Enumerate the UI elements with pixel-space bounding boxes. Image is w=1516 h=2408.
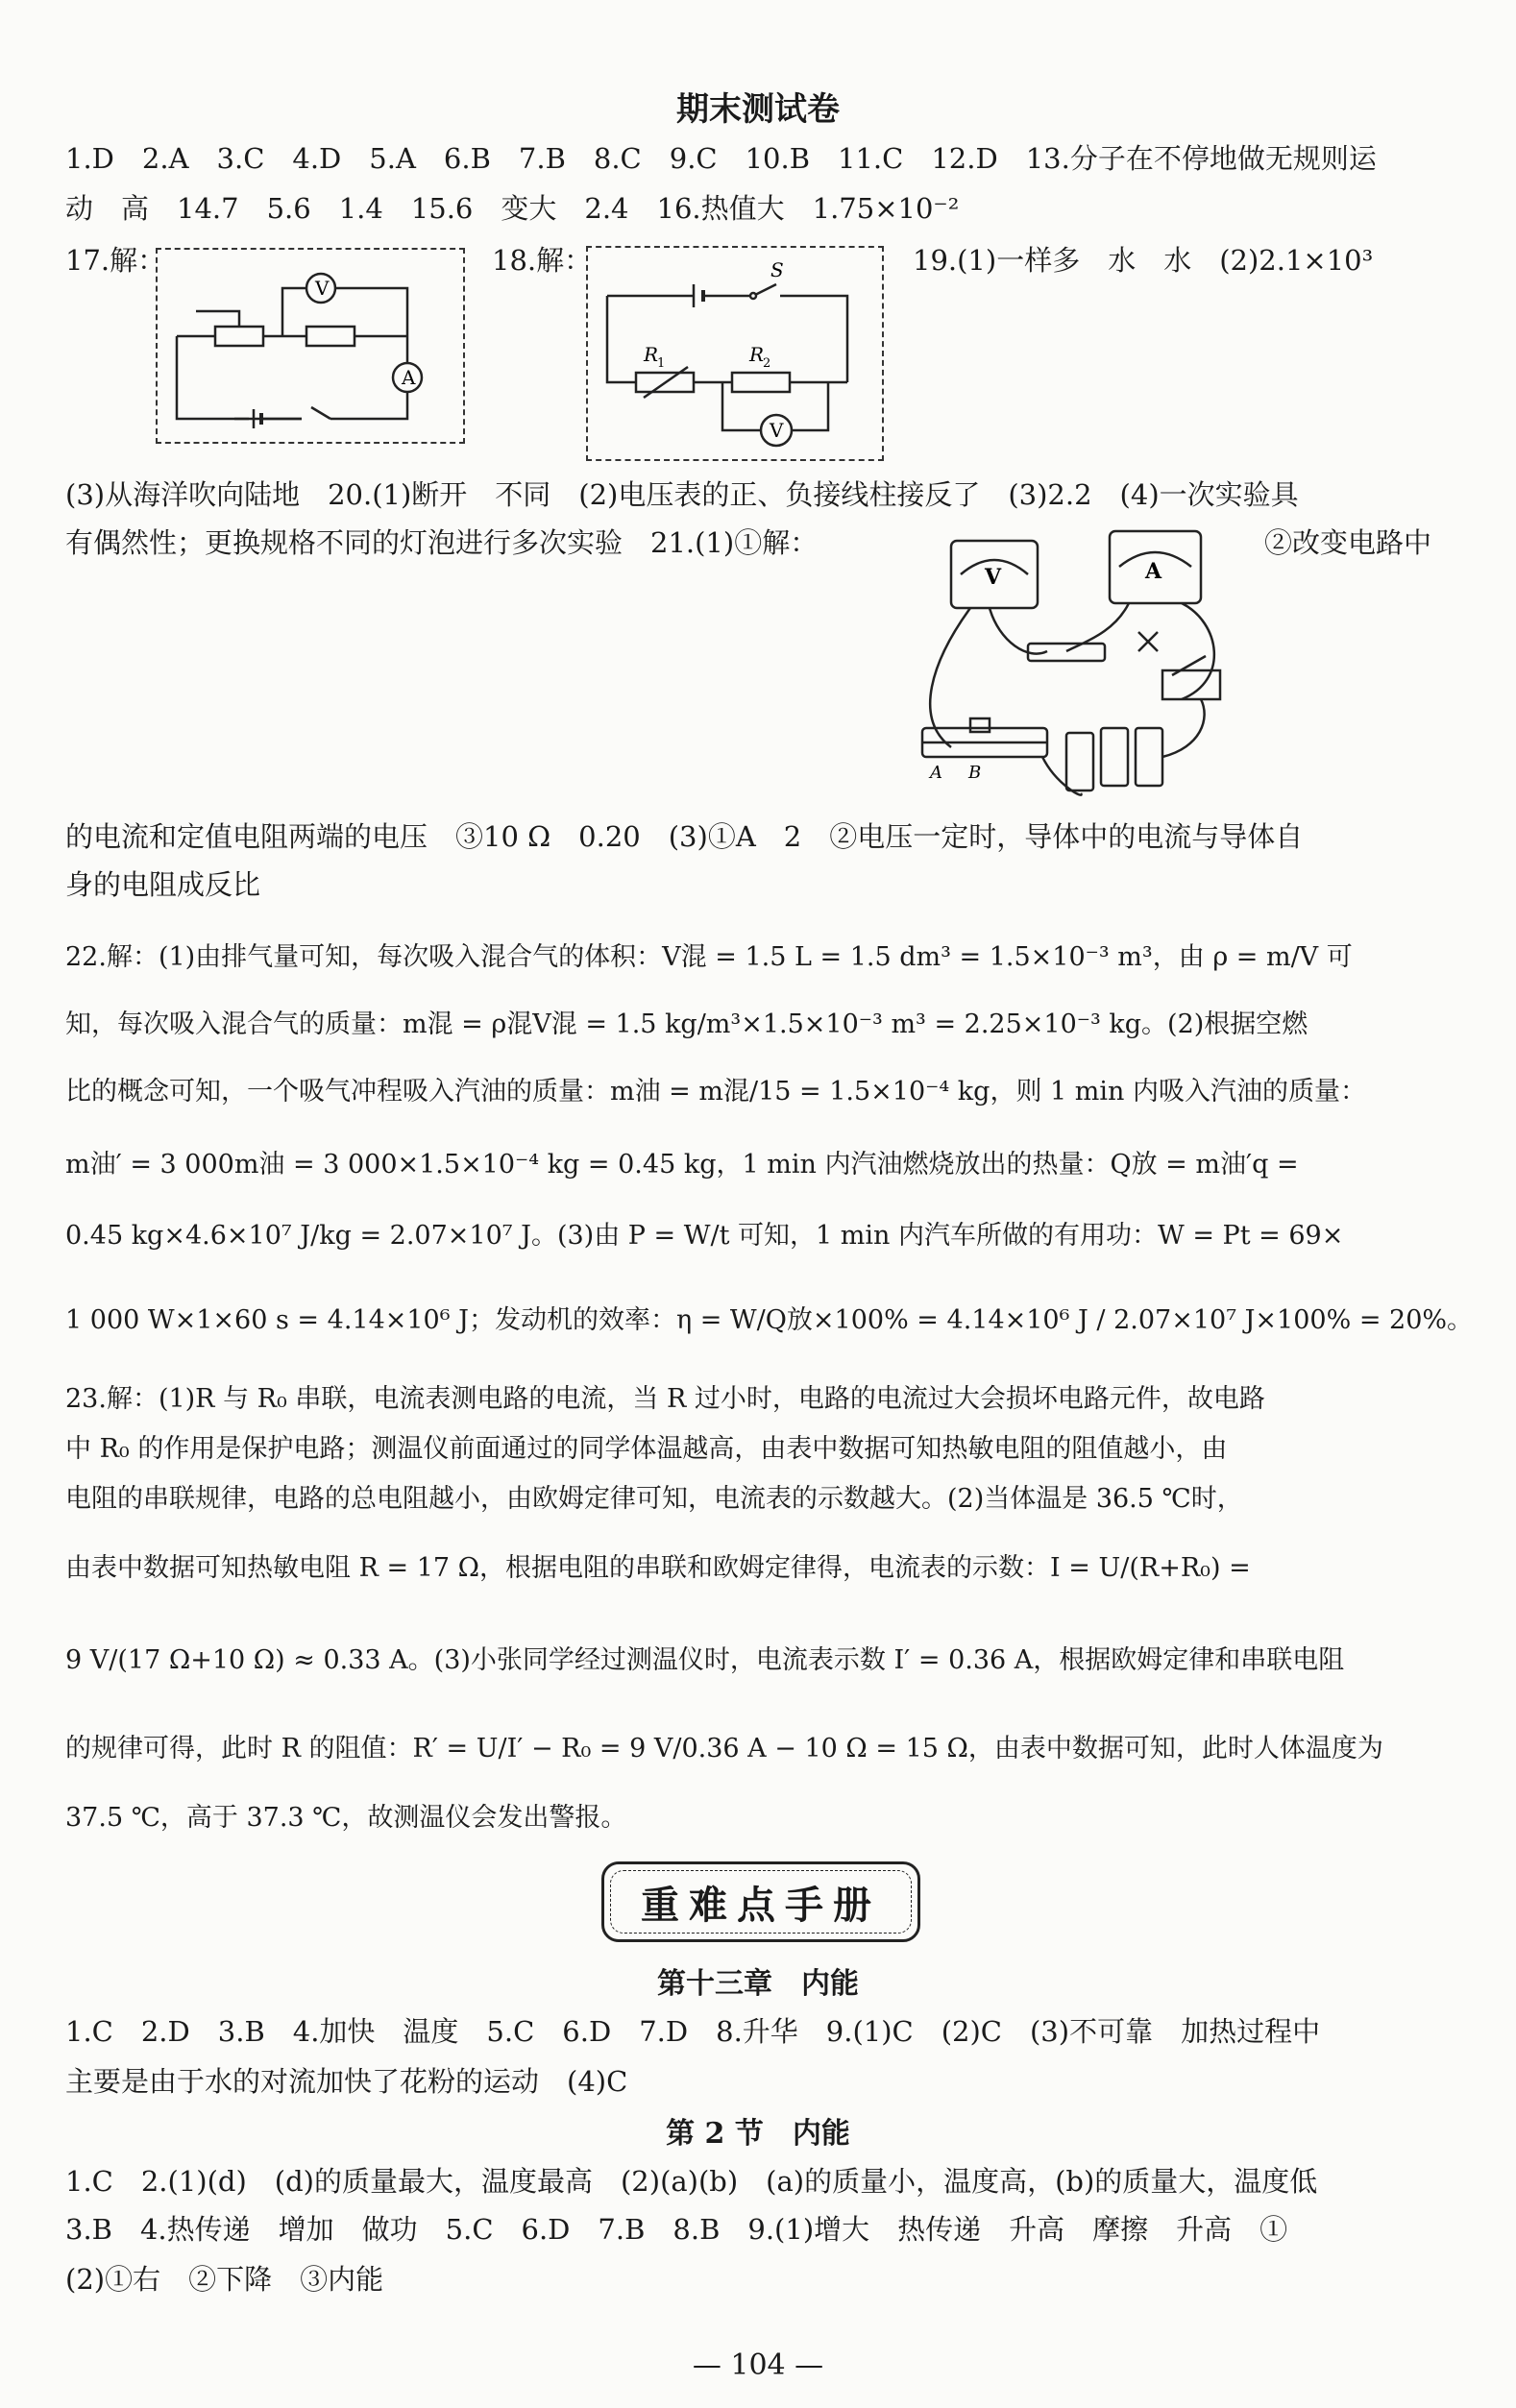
section2-heading: 第 2 节 内能: [666, 2117, 850, 2151]
q18-r1-sub: 1: [657, 356, 666, 371]
q23-line-2: 中 R₀ 的作用是保护电路；测温仪前面通过的同学体温越高，由表中数据可知热敏电阻的阻值越小，由: [65, 1434, 1228, 1464]
q18-r1-label: R: [644, 343, 659, 366]
answer-line-7: 身的电阻成反比: [65, 868, 261, 901]
q17-label: 17.解：: [65, 244, 166, 277]
q18-r2-label: R: [749, 343, 765, 366]
q18-r2-sub: 2: [763, 356, 771, 371]
q21-voltmeter-label: V: [985, 565, 1002, 590]
section2-line-1: 1.C 2.(1)(d) (d)的质量最大，温度最高 (2)(a)(b) (a)的质量小，温度高，(b)的质量大，温度低: [65, 2165, 1318, 2198]
q17-circuit-diagram: [158, 250, 463, 442]
q21-ammeter-label: A: [1145, 559, 1162, 584]
q21-rheostat-a: A: [930, 763, 942, 783]
q22-line-3: 比的概念可知，一个吸气冲程吸入汽油的质量：m油 = m混/15 = 1.5×10⁻⁴ kg，则 1 min 内吸入汽油的质量：: [65, 1077, 1367, 1107]
exam-title: 期末测试卷: [676, 90, 840, 129]
chapter13-line-1: 1.C 2.D 3.B 4.加快 温度 5.C 6.D 7.D 8.升华 9.(1)C (2)C (3)不可靠 加热过程中: [65, 2015, 1321, 2048]
handbook-banner: [601, 1861, 920, 1942]
q22-line-5: 0.45 kg×4.6×10⁷ J/kg = 2.07×10⁷ J。(3)由 P = W/t 可知，1 min 内汽车所做的有用功：W = Pt = 69×: [65, 1221, 1344, 1251]
section2-line-3: (2)①右 ②下降 ③内能: [65, 2263, 384, 2296]
q18-switch-label: S: [770, 258, 784, 281]
q18-voltmeter-label: V: [770, 419, 784, 442]
q22-line-2: 知，每次吸入混合气的质量：m混 = ρ混V混 = 1.5 kg/m³×1.5×10⁻³ m³ = 2.25×10⁻³ kg。(2)根据空燃: [65, 1009, 1308, 1039]
q23-line-3: 电阻的串联规律，电路的总电阻越小，由欧姆定律可知，电流表的示数越大。(2)当体温是 36.5 ℃时，: [65, 1484, 1243, 1514]
q22-line-6: 1 000 W×1×60 s = 4.14×10⁶ J；发动机的效率：η = W/Q放×100% = 4.14×10⁶ J / 2.07×10⁷ J×100% = 20%。: [65, 1305, 1474, 1335]
q23-line-5: 9 V/(17 Ω+10 Ω) ≈ 0.33 A。(3)小张同学经过测温仪时，电流表示数 I′ = 0.36 A，根据欧姆定律和串联电阻: [65, 1645, 1345, 1675]
q21-circuit-illustration: [893, 526, 1249, 805]
q23-line-6: 的规律可得，此时 R 的阻值：R′ = U/I′ − R₀ = 9 V/0.36 A − 10 Ω = 15 Ω，由表中数据可知，此时人体温度为: [65, 1734, 1383, 1763]
q21-rheostat-b: B: [968, 763, 982, 783]
page-number: — 104 —: [692, 2348, 824, 2382]
handbook-banner-text: 重难点手册: [641, 1882, 881, 1928]
answer-line-2: 动 高 14.7 5.6 1.4 15.6 变大 2.4 16.热值大 1.75×10⁻²: [65, 192, 960, 225]
q17-voltmeter-label: V: [315, 277, 330, 300]
section2-line-2: 3.B 4.热传递 增加 做功 5.C 6.D 7.B 8.B 9.(1)增大 热传递 升高 摩擦 升高 ①: [65, 2213, 1288, 2246]
chapter13-line-2: 主要是由于水的对流加快了花粉的运动 (4)C: [65, 2065, 628, 2098]
q18-label: 18.解：: [492, 244, 593, 277]
q23-line-7: 37.5 ℃，高于 37.3 ℃，故测温仪会发出警报。: [65, 1803, 627, 1833]
answer-line-4: (3)从海洋吹向陆地 20.(1)断开 不同 (2)电压表的正、负接线柱接反了 (3)2.2 (4)一次实验具: [65, 478, 1299, 511]
q18-circuit-diagram: [588, 248, 882, 459]
q18-diagram-box: [586, 246, 884, 461]
q22-line-1: 22.解：(1)由排气量可知，每次吸入混合气的体积：V混 = 1.5 L = 1.5 dm³ = 1.5×10⁻³ m³，由 ρ = m/V 可: [65, 942, 1353, 972]
q19-answer: 19.(1)一样多 水 水 (2)2.1×10³: [913, 244, 1374, 277]
q23-line-4: 由表中数据可知热敏电阻 R = 17 Ω，根据电阻的串联和欧姆定律得，电流表的示数：I = U/(R+R₀) =: [65, 1553, 1251, 1583]
answer-line-1: 1.D 2.A 3.C 4.D 5.A 6.B 7.B 8.C 9.C 10.B 11.C 12.D 13.分子在不停地做无规则运: [65, 142, 1377, 175]
answer-line-5b: ②改变电路中: [1264, 526, 1432, 559]
q17-ammeter-label: A: [402, 366, 416, 389]
answer-line-5a: 有偶然性；更换规格不同的灯泡进行多次实验 21.(1)①解：: [65, 526, 819, 559]
q22-line-4: m油′ = 3 000m油 = 3 000×1.5×10⁻⁴ kg = 0.45 kg，1 min 内汽油燃烧放出的热量：Q放 = m油′q =: [65, 1150, 1299, 1180]
q17-diagram-box: [156, 248, 465, 444]
answer-line-6: 的电流和定值电阻两端的电压 ③10 Ω 0.20 (3)①A 2 ②电压一定时，导体中的电流与导体自: [65, 820, 1304, 853]
q23-line-1: 23.解：(1)R 与 R₀ 串联，电流表测电路的电流，当 R 过小时，电路的电流过大会损坏电路元件，故电路: [65, 1384, 1265, 1414]
chapter13-heading: 第十三章 内能: [657, 1967, 859, 2001]
